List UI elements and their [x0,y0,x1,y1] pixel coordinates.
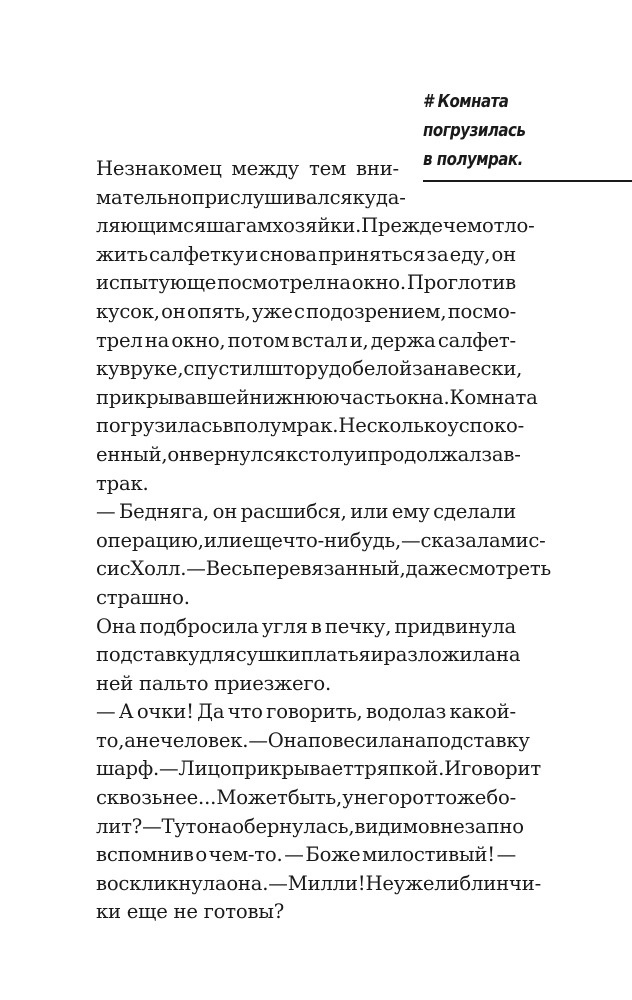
text-line: ляющимся шагам хозяйки. Прежде чем отло- [96,214,535,238]
text-line: енный, он вернулся к столу и продолжал зав- [96,442,521,466]
text-line: Незнакомец между тем вни- [96,157,399,180]
text-line: подставку для сушки платья и разложила на [96,643,521,667]
text-line: ней пальто приезжего. [96,671,332,695]
margin-note-line: # Комната [423,92,509,112]
text-line: воскликнула она. — Милли! Неужели блинчи- [96,871,542,895]
text-line: лит? — Тут она обернулась, видимо внезапно [96,814,524,838]
paragraph [96,698,542,927]
text-line: вспомнив о чем-то. — Боже милостивый! — [96,843,516,867]
text-line: — А очки! Да что говорить, водолаз какой- [96,700,516,724]
text-line: прикрывавшей нижнюю часть окна. Комната [96,385,538,409]
text-line: сис Холл. — Весь перевязанный, даже смотреть [96,557,551,581]
text-line: сквозь нее... Может быть, у него рот тоже бо- [96,786,516,810]
text-line: то, а не человек. — Она повесила на подставку [96,728,530,752]
margin-note-line: в полумрак. [423,150,523,170]
paragraph [96,498,551,612]
text-line: ки еще не готовы? [96,900,285,924]
body-text [96,155,551,927]
text-line: — Бедняга, он расшибся, или ему сделали [96,500,516,524]
text-line: трак. [96,471,149,495]
text-line: операцию, или еще что-нибудь, — сказала мис- [96,528,546,552]
margin-note-line: погрузилась [423,121,526,141]
text-line: погрузилась в полумрак. Несколько успоко- [96,414,525,438]
text-line: кусок, он опять, уже с подозрением, посмо- [96,299,516,323]
paragraph [96,155,538,498]
text-line: испытующе посмотрел на окно. Проглотив [96,271,516,295]
paragraph [96,613,521,699]
text-line: трел на окно, потом встал и, держа салфет- [96,328,516,352]
text-line: страшно. [96,585,190,609]
text-line: шарф. — Лицо прикрывает тряпкой. И говорит [96,757,542,781]
text-line: жить салфетку и снова приняться за еду, он [96,242,516,266]
text-line: Она подбросила угля в печку, придвинула [96,614,516,638]
text-line: мательно прислушивался к уда- [96,185,406,209]
text-line: ку в руке, спустил штору до белой занавески, [96,357,523,381]
